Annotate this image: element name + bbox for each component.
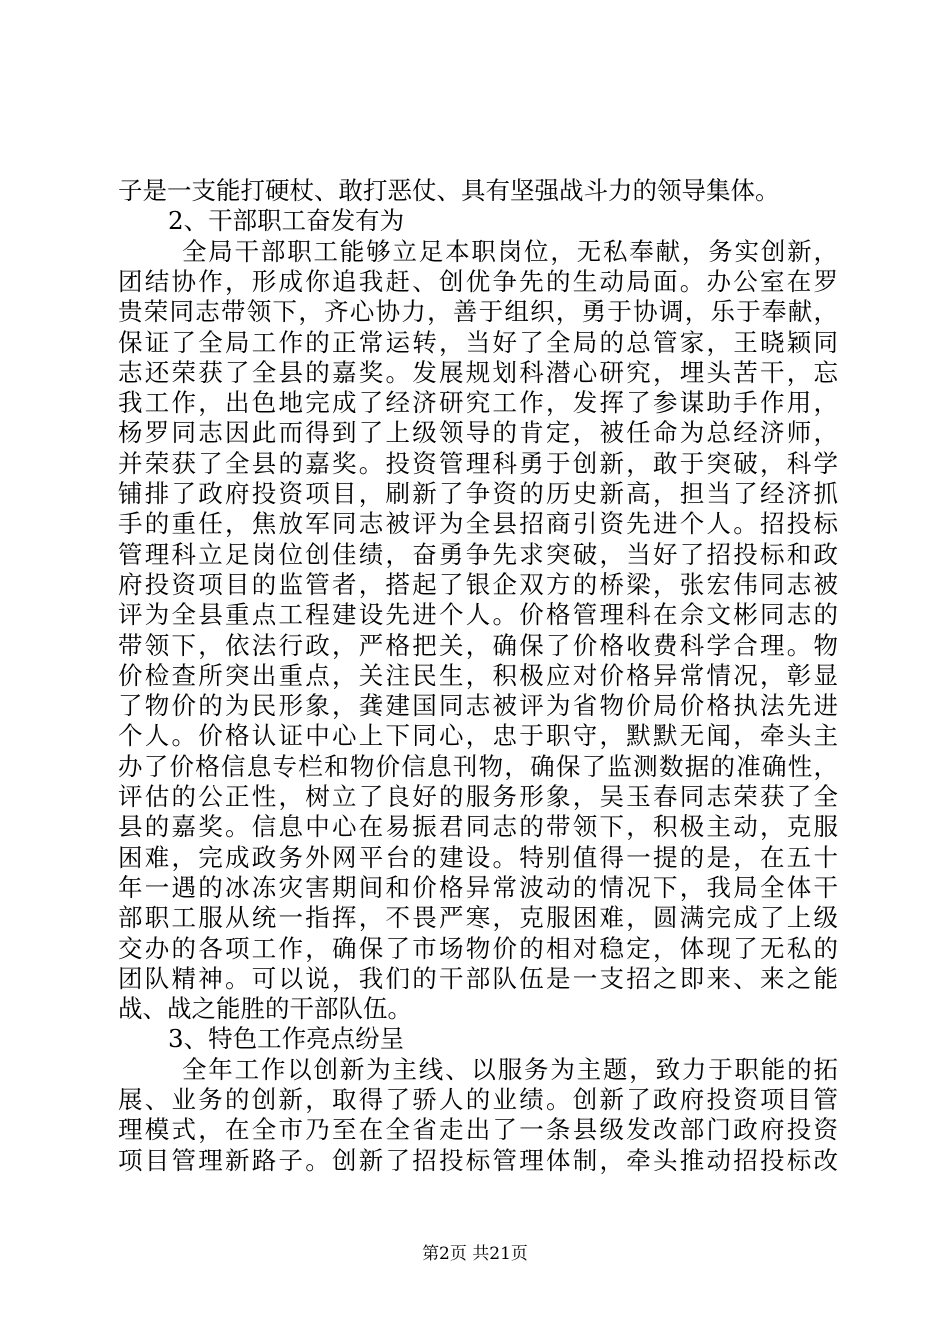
paragraph-line: 团结协作，形成你追我赶、创优争先的生动局面。办公室在罗	[118, 267, 838, 296]
paragraph-line: 管理科立足岗位创佳绩，奋勇争先求突破，当好了招投标和政	[118, 540, 838, 569]
paragraph-line: 价检查所突出重点，关注民生，积极应对价格异常情况，彰显	[118, 661, 838, 690]
paragraph-line: 理模式，在全市乃至在全省走出了一条县级发改部门政府投资	[118, 1115, 838, 1144]
paragraph-line: 县的嘉奖。信息中心在易振君同志的带领下，积极主动，克服	[118, 812, 838, 841]
paragraph-line: 志还荣获了全县的嘉奖。发展规划科潜心研究，埋头苦干，忘	[118, 358, 838, 387]
paragraph-line: 交办的各项工作，确保了市场物价的相对稳定，体现了无私的	[118, 934, 838, 963]
section-heading: 3、特色工作亮点纷呈	[168, 1024, 405, 1053]
paragraph-line: 带领下，依法行政，严格把关，确保了价格收费科学合理。物	[118, 631, 838, 660]
paragraph-line: 项目管理新路子。创新了招投标管理体制，牵头推动招投标改	[118, 1146, 838, 1175]
paragraph-line: 年一遇的冰冻灾害期间和价格异常波动的情况下，我局全体干	[118, 873, 838, 902]
paragraph-line: 战、战之能胜的干部队伍。	[118, 994, 412, 1023]
paragraph-line: 我工作，出色地完成了经济研究工作，发挥了参谋助手作用，	[118, 388, 838, 417]
section-heading: 2、干部职工奋发有为	[168, 206, 405, 235]
paragraph-line: 团队精神。可以说，我们的干部队伍是一支招之即来、来之能	[118, 964, 838, 993]
page-footer: 第2页 共21页	[422, 1244, 528, 1264]
paragraph-line: 评为全县重点工程建设先进个人。价格管理科在佘文彬同志的	[118, 600, 838, 629]
paragraph-line: 办了价格信息专栏和物价信息刊物，确保了监测数据的准确性，	[118, 752, 838, 781]
paragraph-line: 子是一支能打硬杖、敢打恶仗、具有坚强战斗力的领导集体。	[118, 176, 780, 205]
paragraph-line: 杨罗同志因此而得到了上级领导的肯定，被任命为总经济师，	[118, 418, 838, 447]
paragraph-line: 府投资项目的监管者，搭起了银企双方的桥梁，张宏伟同志被	[118, 570, 838, 599]
paragraph-line: 全局干部职工能够立足本职岗位，无私奉献，务实创新，	[182, 237, 838, 266]
paragraph-line: 困难，完成政务外网平台的建设。特别值得一提的是，在五十	[118, 843, 838, 872]
paragraph-line: 贵荣同志带领下，齐心协力，善于组织，勇于协调，乐于奉献，	[118, 297, 838, 326]
paragraph-line: 部职工服从统一指挥，不畏严寒，克服困难，圆满完成了上级	[118, 903, 838, 932]
paragraph-line: 展、业务的创新，取得了骄人的业绩。创新了政府投资项目管	[118, 1085, 838, 1114]
paragraph-line: 全年工作以创新为主线、以服务为主题，致力于职能的拓	[182, 1055, 838, 1084]
paragraph-line: 保证了全局工作的正常运转，当好了全局的总管家，王晓颖同	[118, 328, 838, 357]
paragraph-line: 评估的公正性，树立了良好的服务形象，吴玉春同志荣获了全	[118, 782, 838, 811]
paragraph-line: 铺排了政府投资项目，刷新了争资的历史新高，担当了经济抓	[118, 479, 838, 508]
paragraph-line: 了物价的为民形象，龚建国同志被评为省物价局价格执法先进	[118, 691, 838, 720]
paragraph-line: 并荣获了全县的嘉奖。投资管理科勇于创新，敢于突破，科学	[118, 449, 838, 478]
paragraph-line: 个人。价格认证中心上下同心，忠于职守，默默无闻，牵头主	[118, 721, 838, 750]
paragraph-line: 手的重任，焦放军同志被评为全县招商引资先进个人。招投标	[118, 509, 838, 538]
